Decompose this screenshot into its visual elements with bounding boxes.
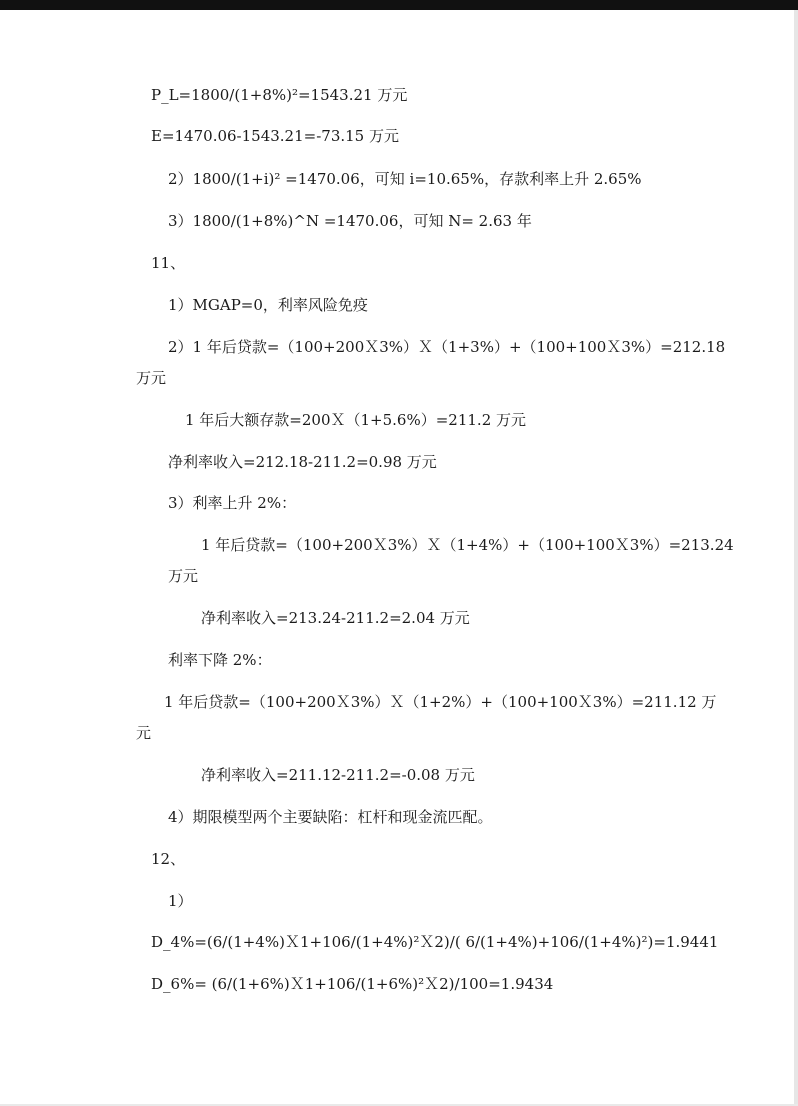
q11-part-1: 1）MGAP=0，利率风险免疫 [168, 296, 368, 314]
q11-part-3-loan-down: 1 年后贷款=（100+200Ｘ3%）Ｘ（1+2%）+（100+100Ｘ3%）=211.12 万 [164, 693, 717, 711]
q11-part-2-loan: 2）1 年后贷款=（100+200Ｘ3%）Ｘ（1+3%）+（100+100Ｘ3%）=212.18 [168, 338, 726, 356]
document-page [0, 10, 792, 1104]
formula-line-pl: P_L=1800/(1+8%)²=1543.21 万元 [151, 86, 408, 104]
q11-part-3-loan-down-unit: 元 [136, 724, 152, 742]
formula-line-d4: D_4%=(6/(1+4%)Ｘ1+106/(1+4%)²Ｘ2)/( 6/(1+4%)+106/(1+4%)²)=1.9441 [151, 933, 719, 951]
window-top-bar [0, 0, 798, 10]
q11-part-2-net-income: 净利率收入=212.18-211.2=0.98 万元 [168, 453, 437, 471]
q11-part-3-net-down: 净利率收入=211.12-211.2=-0.08 万元 [201, 766, 475, 784]
question-12-heading: 12、 [151, 850, 186, 868]
q11-part-2-unit: 万元 [136, 369, 167, 387]
formula-line-e: E=1470.06-1543.21=-73.15 万元 [151, 127, 399, 145]
q11-part-3-loan-up: 1 年后贷款=（100+200Ｘ3%）Ｘ（1+4%）+（100+100Ｘ3%）=213.24 [201, 536, 734, 554]
formula-line-d6: D_6%= (6/(1+6%)Ｘ1+106/(1+6%)²Ｘ2)/100=1.9434 [151, 975, 554, 993]
q11-part-3-heading: 3）利率上升 2%： [168, 494, 297, 512]
answer-3-line: 3）1800/(1+8%)^N =1470.06，可知 N= 2.63 年 [168, 212, 532, 230]
q11-part-2-deposit: 1 年后大额存款=200Ｘ（1+5.6%）=211.2 万元 [185, 411, 527, 429]
answer-2-line: 2）1800/(1+i)² =1470.06，可知 i=10.65%，存款利率上升 2.65% [168, 170, 642, 188]
q11-part-4: 4）期限模型两个主要缺陷：杠杆和现金流匹配。 [168, 808, 493, 826]
q12-part-1: 1） [168, 892, 193, 910]
page-right-edge [794, 10, 798, 1106]
q11-part-3-net-up: 净利率收入=213.24-211.2=2.04 万元 [201, 609, 470, 627]
q11-part-3-down-heading: 利率下降 2%： [168, 651, 272, 669]
question-11-heading: 11、 [151, 254, 186, 272]
q11-part-3-loan-up-unit: 万元 [168, 567, 199, 585]
